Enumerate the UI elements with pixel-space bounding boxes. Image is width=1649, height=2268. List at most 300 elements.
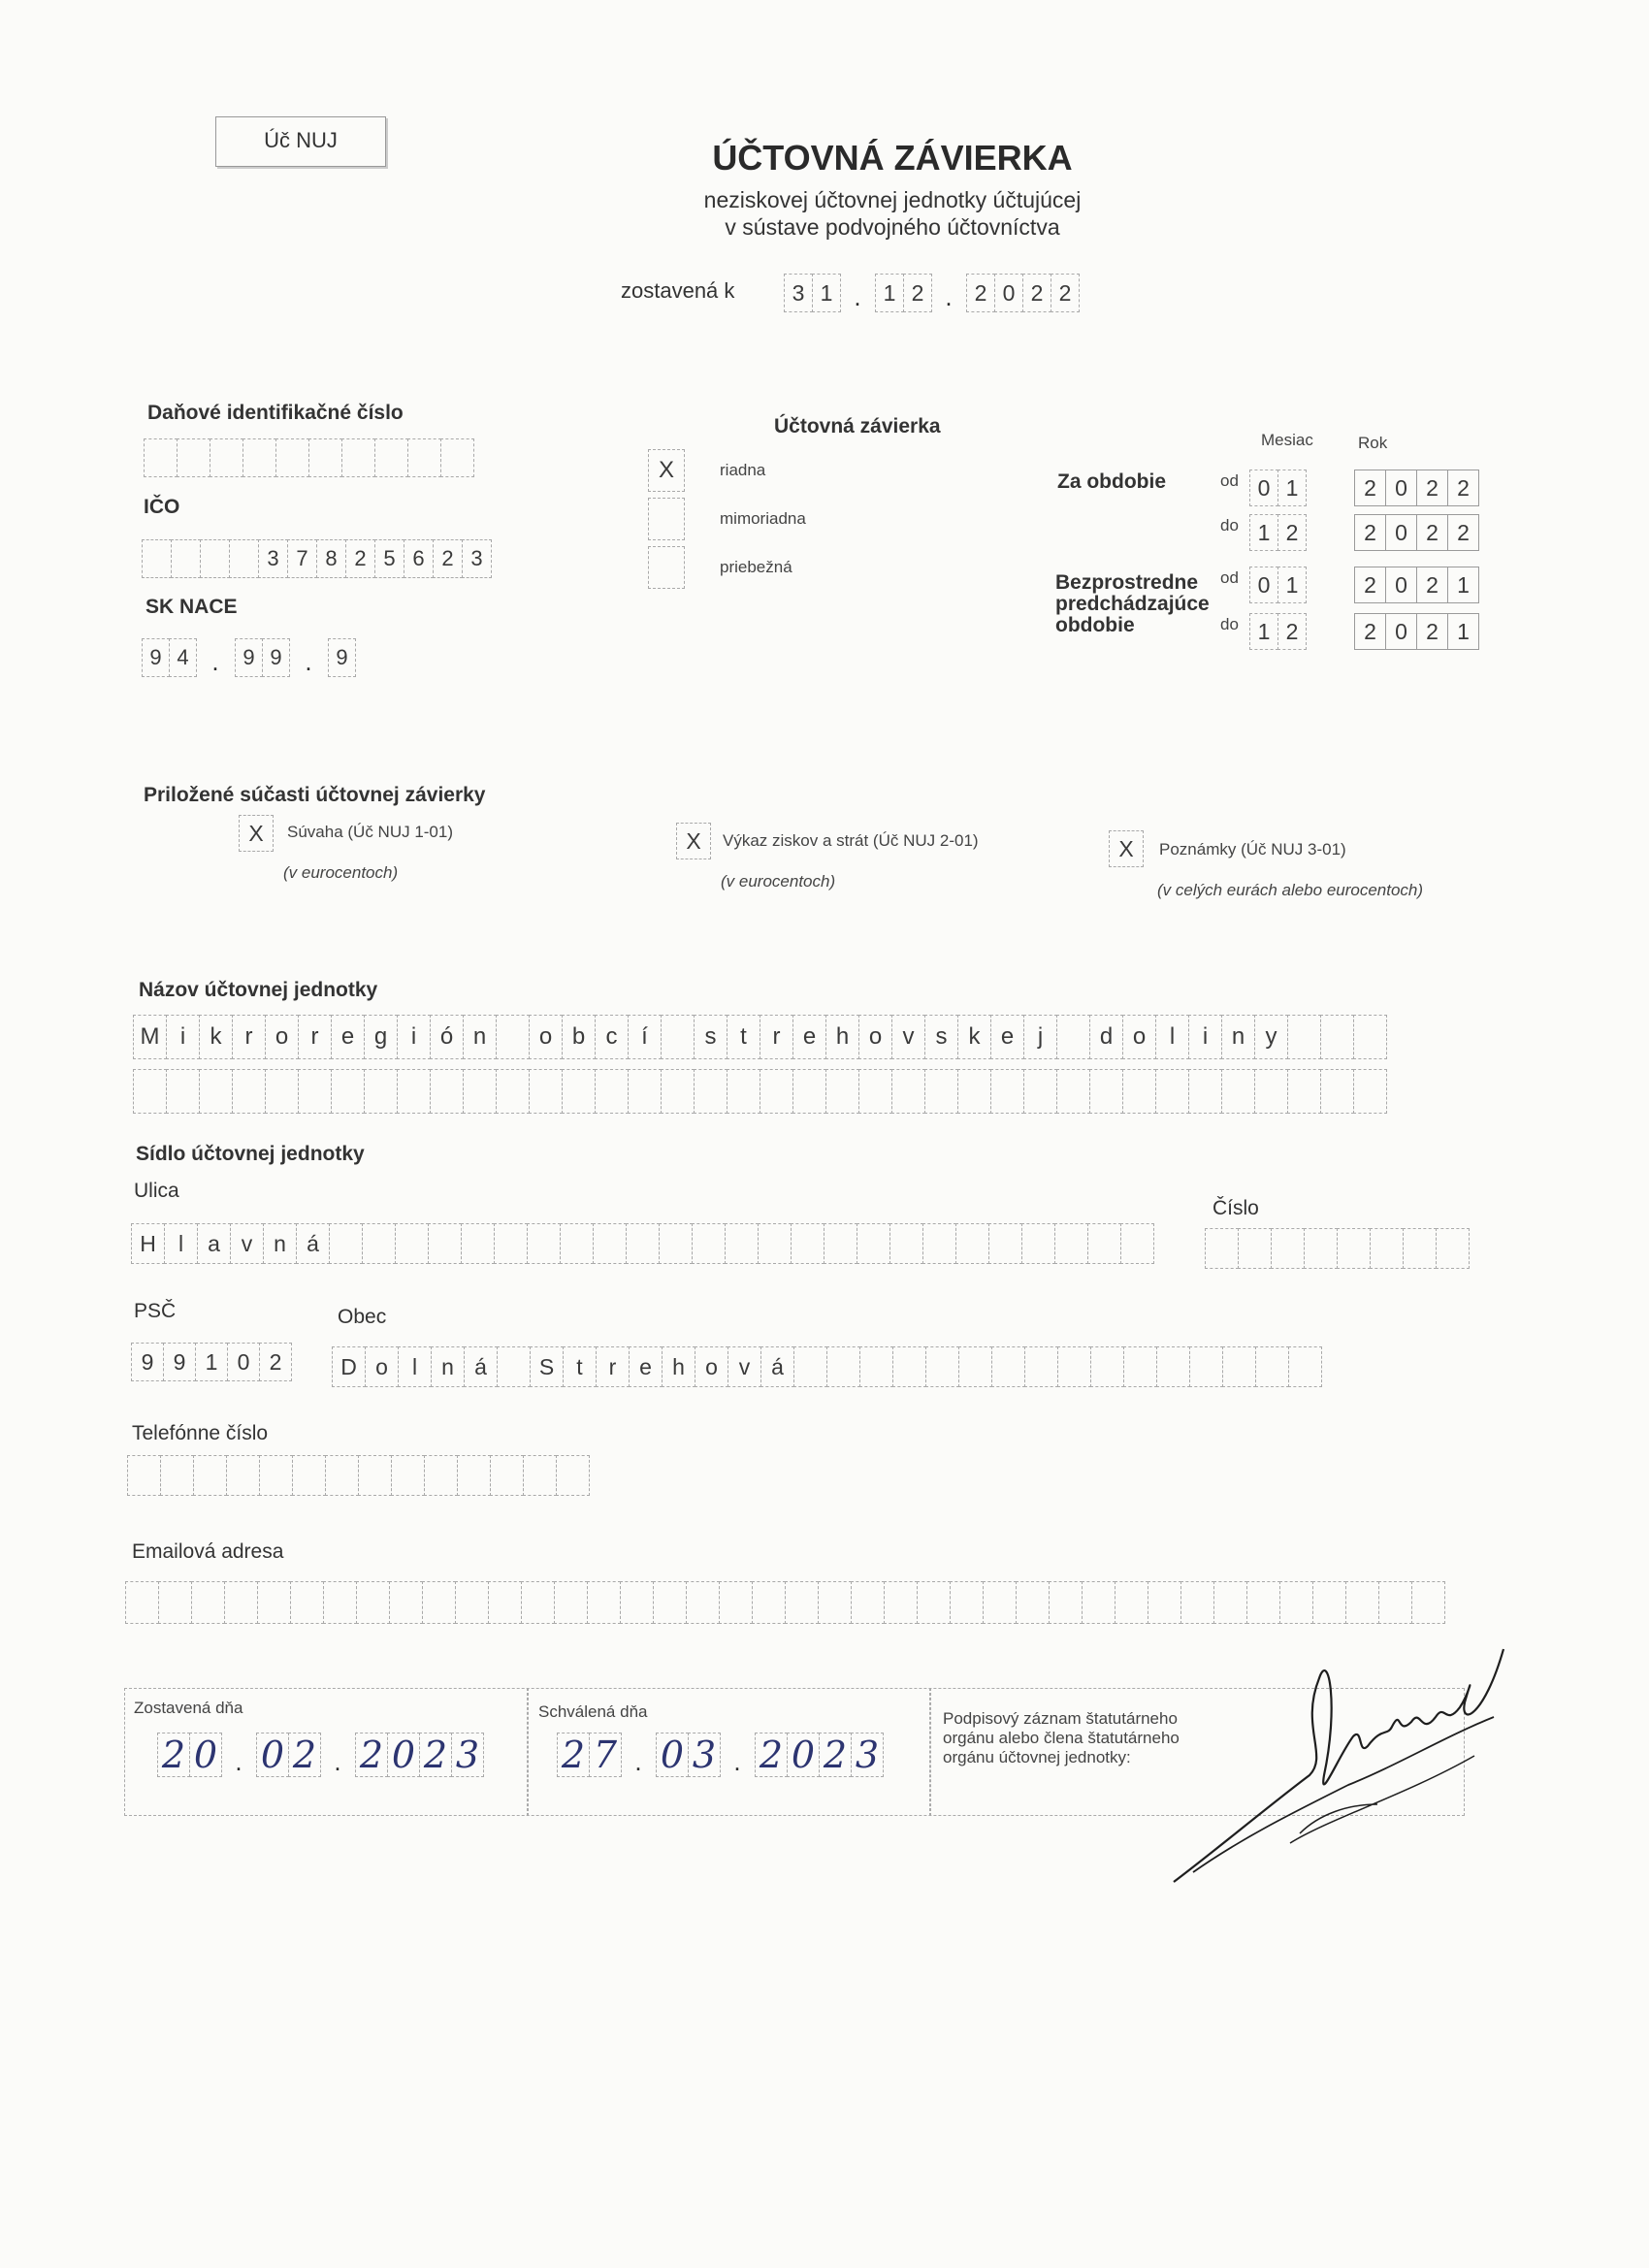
char-cell[interactable] [694,1069,728,1114]
date-cell[interactable]: 2 [755,1733,788,1777]
char-cell[interactable] [988,1223,1022,1264]
month-cell[interactable]: 0 [1249,470,1278,506]
char-cell[interactable]: v [728,1346,761,1387]
char-cell[interactable]: t [563,1346,597,1387]
closing-type-interim-label: priebežná [720,558,792,576]
char-cell[interactable] [1115,1581,1148,1624]
char-cell[interactable]: r [596,1346,630,1387]
date-cell[interactable]: 3 [451,1733,484,1777]
closing-type-checkbox-extraordinary[interactable] [648,498,685,540]
date-cell[interactable]: 0 [387,1733,420,1777]
char-cell[interactable]: l [1155,1015,1189,1059]
char-cell[interactable]: r [760,1015,793,1059]
char-cell[interactable] [1056,1069,1090,1114]
char-cell[interactable] [275,438,309,477]
char-cell[interactable] [562,1069,596,1114]
char-cell[interactable] [461,1223,495,1264]
char-cell[interactable] [1271,1228,1305,1269]
char-cell[interactable] [725,1223,759,1264]
char-cell[interactable]: n [463,1015,497,1059]
char-cell[interactable] [758,1223,792,1264]
char-cell[interactable] [950,1581,984,1624]
char-cell[interactable]: t [727,1015,760,1059]
char-cell[interactable]: 2 [345,539,375,578]
char-cell[interactable]: n [1221,1015,1255,1059]
year-cell[interactable]: 2 [1416,613,1448,650]
char-cell[interactable] [587,1581,621,1624]
char-cell[interactable] [200,539,230,578]
char-cell[interactable] [1221,1069,1255,1114]
char-cell[interactable]: o [265,1015,299,1059]
char-cell[interactable] [397,1069,431,1114]
date-cell[interactable]: 3 [784,274,813,312]
address-label: Sídlo účtovnej jednotky [136,1143,365,1165]
char-cell[interactable] [825,1069,859,1114]
char-cell[interactable] [858,1069,892,1114]
char-cell[interactable] [257,1581,291,1624]
month-cell[interactable]: 1 [1277,567,1307,603]
char-cell[interactable]: 5 [374,539,404,578]
nace-cell[interactable]: 9 [262,638,290,677]
char-cell[interactable]: e [792,1015,826,1059]
phone-field [127,1455,589,1496]
char-cell[interactable] [127,1455,161,1496]
char-cell[interactable] [1353,1015,1387,1059]
char-cell[interactable] [171,539,201,578]
date-cell[interactable]: 0 [994,274,1023,312]
char-cell[interactable]: D [332,1346,366,1387]
year-cell[interactable]: 2 [1447,514,1479,551]
char-cell[interactable] [395,1223,429,1264]
char-cell[interactable] [791,1223,824,1264]
char-cell[interactable] [760,1069,793,1114]
char-cell[interactable] [428,1223,462,1264]
char-cell[interactable]: l [164,1223,198,1264]
nace-cell[interactable]: 9 [235,638,263,677]
char-cell[interactable]: o [365,1346,399,1387]
char-cell[interactable] [889,1223,923,1264]
attachment-notes-note: (v celých eurách alebo eurocentoch) [1157,881,1424,899]
char-cell[interactable] [1255,1346,1289,1387]
char-cell[interactable] [1054,1223,1088,1264]
char-cell[interactable]: r [298,1015,332,1059]
char-cell[interactable] [160,1455,194,1496]
char-cell[interactable] [1087,1223,1121,1264]
char-cell[interactable] [133,1069,167,1114]
char-cell[interactable]: k [199,1015,233,1059]
char-cell[interactable] [991,1346,1025,1387]
date-cell[interactable]: 2 [903,274,932,312]
char-cell[interactable] [1205,1228,1239,1269]
char-cell[interactable] [1155,1069,1189,1114]
char-cell[interactable]: í [628,1015,662,1059]
char-cell[interactable] [1024,1346,1058,1387]
char-cell[interactable] [1021,1223,1055,1264]
char-cell[interactable] [341,438,375,477]
char-cell[interactable] [891,1069,925,1114]
char-cell[interactable] [1254,1069,1288,1114]
date-cell[interactable]: 7 [589,1733,622,1777]
char-cell[interactable]: e [629,1346,663,1387]
char-cell[interactable] [1057,1346,1091,1387]
approved-on-date: 2 7 . 0 3 . 2 0 2 3 [557,1733,883,1777]
char-cell[interactable] [1337,1228,1371,1269]
year-cell[interactable]: 2 [1416,514,1448,551]
char-cell[interactable]: 0 [227,1343,260,1381]
char-cell[interactable]: 3 [462,539,492,578]
char-cell[interactable] [1189,1346,1223,1387]
char-cell[interactable] [1090,1346,1124,1387]
char-cell[interactable] [686,1581,720,1624]
char-cell[interactable] [308,438,342,477]
char-cell[interactable]: h [825,1015,859,1059]
char-cell[interactable] [593,1223,627,1264]
char-cell[interactable] [824,1223,857,1264]
char-cell[interactable]: 2 [433,539,463,578]
char-cell[interactable] [1287,1015,1321,1059]
char-cell[interactable] [983,1581,1017,1624]
year-cell[interactable]: 0 [1385,470,1417,506]
char-cell[interactable] [490,1455,524,1496]
char-cell[interactable] [653,1581,687,1624]
char-cell[interactable]: H [131,1223,165,1264]
char-cell[interactable] [955,1223,989,1264]
year-cell[interactable]: 2 [1447,470,1479,506]
char-cell[interactable]: n [263,1223,297,1264]
attachment-balance-label: Súvaha (Úč NUJ 1-01) [287,823,454,841]
char-cell[interactable] [142,539,172,578]
char-cell[interactable] [125,1581,159,1624]
char-cell[interactable] [242,438,276,477]
char-cell[interactable] [818,1581,852,1624]
char-cell[interactable] [626,1223,660,1264]
char-cell[interactable] [884,1581,918,1624]
char-cell[interactable]: h [662,1346,695,1387]
attachment-notes-checkbox[interactable]: X [1109,830,1144,867]
char-cell[interactable] [1287,1069,1321,1114]
char-cell[interactable] [356,1581,390,1624]
char-cell[interactable] [457,1455,491,1496]
char-cell[interactable] [364,1069,398,1114]
char-cell[interactable]: v [230,1223,264,1264]
month-cell[interactable]: 1 [1249,514,1278,551]
char-cell[interactable] [521,1581,555,1624]
char-cell[interactable] [793,1346,827,1387]
char-cell[interactable] [199,1069,233,1114]
year-cell[interactable]: 1 [1447,613,1479,650]
char-cell[interactable] [407,438,441,477]
date-cell[interactable]: 2 [1051,274,1080,312]
char-cell[interactable] [424,1455,458,1496]
char-cell[interactable] [358,1455,392,1496]
char-cell[interactable] [1320,1069,1354,1114]
char-cell[interactable] [422,1581,456,1624]
char-cell[interactable] [1120,1223,1154,1264]
char-cell[interactable] [1056,1015,1090,1059]
char-cell[interactable]: g [364,1015,398,1059]
char-cell[interactable] [925,1346,959,1387]
number-label: Číslo [1212,1197,1259,1219]
char-cell[interactable]: k [957,1015,991,1059]
char-cell[interactable]: n [431,1346,465,1387]
char-cell[interactable]: 7 [287,539,317,578]
char-cell[interactable]: 3 [258,539,288,578]
street-label: Ulica [134,1180,179,1202]
char-cell[interactable] [826,1346,860,1387]
email-label: Emailová adresa [132,1540,284,1563]
char-cell[interactable] [1238,1228,1272,1269]
char-cell[interactable] [329,1223,363,1264]
date-cell[interactable]: 0 [787,1733,820,1777]
month-cell[interactable]: 2 [1277,514,1307,551]
char-cell[interactable] [430,1069,464,1114]
char-cell[interactable] [158,1581,192,1624]
char-cell[interactable] [1320,1015,1354,1059]
date-cell[interactable]: 2 [1022,274,1051,312]
char-cell[interactable] [191,1581,225,1624]
year-label: Rok [1358,434,1388,452]
char-cell[interactable]: 8 [316,539,346,578]
char-cell[interactable] [785,1581,819,1624]
date-cell[interactable]: 0 [656,1733,689,1777]
char-cell[interactable] [659,1223,693,1264]
char-cell[interactable] [1188,1069,1222,1114]
char-cell[interactable] [990,1069,1024,1114]
char-cell[interactable]: 6 [404,539,434,578]
char-cell[interactable] [529,1069,563,1114]
char-cell[interactable] [331,1069,365,1114]
char-cell[interactable] [554,1581,588,1624]
year-cell[interactable]: 0 [1385,567,1417,603]
signature-label-1: Podpisový záznam štatutárneho [943,1709,1178,1728]
char-cell[interactable]: ó [430,1015,464,1059]
char-cell[interactable] [292,1455,326,1496]
char-cell[interactable] [719,1581,753,1624]
char-cell[interactable] [859,1346,893,1387]
compiled-on-date: 2 0 . 0 2 . 2 0 2 3 [157,1733,483,1777]
nace-cell[interactable]: 9 [142,638,170,677]
char-cell[interactable] [298,1069,332,1114]
date-cell[interactable]: 2 [966,274,995,312]
char-cell[interactable] [325,1455,359,1496]
char-cell[interactable] [661,1069,695,1114]
year-cell[interactable]: 0 [1385,613,1417,650]
date-cell[interactable]: 2 [355,1733,388,1777]
char-cell[interactable] [193,1455,227,1496]
char-cell[interactable]: a [197,1223,231,1264]
char-cell[interactable] [957,1069,991,1114]
char-cell[interactable] [1353,1069,1387,1114]
closing-type-checkbox-regular[interactable]: X [648,449,685,492]
attachment-income-checkbox[interactable]: X [676,823,711,859]
month-cell[interactable]: 1 [1277,470,1307,506]
char-cell[interactable] [727,1069,760,1114]
date-cell[interactable]: 3 [688,1733,721,1777]
char-cell[interactable] [224,1581,258,1624]
char-cell[interactable] [958,1346,992,1387]
char-cell[interactable]: o [529,1015,563,1059]
char-cell[interactable]: j [1023,1015,1057,1059]
char-cell[interactable]: v [891,1015,925,1059]
char-cell[interactable] [232,1069,266,1114]
char-cell[interactable] [210,438,243,477]
char-cell[interactable] [496,1015,530,1059]
month-cell[interactable]: 1 [1249,613,1278,650]
char-cell[interactable] [924,1069,958,1114]
compiled-as-of-label: zostavená k [621,278,735,303]
date-cell[interactable]: 1 [875,274,904,312]
char-cell[interactable] [177,438,210,477]
char-cell[interactable]: o [1122,1015,1156,1059]
char-cell[interactable] [1370,1228,1404,1269]
year-cell[interactable]: 2 [1354,470,1386,506]
char-cell[interactable]: d [1089,1015,1123,1059]
char-cell[interactable] [917,1581,951,1624]
attachment-balance-checkbox[interactable]: X [239,815,274,852]
char-cell[interactable] [1288,1346,1322,1387]
char-cell[interactable]: l [398,1346,432,1387]
char-cell[interactable]: 9 [163,1343,196,1381]
char-cell[interactable]: i [1188,1015,1222,1059]
date-cell[interactable]: 3 [851,1733,884,1777]
period-month [1249,514,1306,551]
char-cell[interactable]: 9 [131,1343,164,1381]
char-cell[interactable] [523,1455,557,1496]
char-cell[interactable]: b [562,1015,596,1059]
date-cell[interactable]: 2 [819,1733,852,1777]
char-cell[interactable] [323,1581,357,1624]
char-cell[interactable] [362,1223,396,1264]
char-cell[interactable] [628,1069,662,1114]
date-cell[interactable]: 2 [157,1733,190,1777]
char-cell[interactable] [226,1455,260,1496]
char-cell[interactable]: á [760,1346,794,1387]
nace-cell[interactable]: 4 [169,638,197,677]
char-cell[interactable] [922,1223,956,1264]
char-cell[interactable] [1403,1228,1437,1269]
char-cell[interactable] [527,1223,561,1264]
char-cell[interactable] [389,1581,423,1624]
char-cell[interactable] [1089,1069,1123,1114]
char-cell[interactable]: o [858,1015,892,1059]
char-cell[interactable] [259,1455,293,1496]
char-cell[interactable] [1122,1069,1156,1114]
attachment-income-label: Výkaz ziskov a strát (Úč NUJ 2-01) [723,831,979,850]
year-cell[interactable]: 2 [1416,470,1448,506]
month-cell[interactable]: 0 [1249,567,1278,603]
char-cell[interactable] [144,438,178,477]
char-cell[interactable] [1436,1228,1470,1269]
year-cell[interactable]: 2 [1354,514,1386,551]
date-cell[interactable]: 0 [256,1733,289,1777]
char-cell[interactable] [374,438,408,477]
char-cell[interactable]: S [530,1346,564,1387]
char-cell[interactable] [229,539,259,578]
closing-type-checkbox-interim[interactable] [648,546,685,589]
char-cell[interactable]: M [133,1015,167,1059]
char-cell[interactable]: c [595,1015,629,1059]
dic-field [144,438,473,477]
char-cell[interactable] [455,1581,489,1624]
char-cell[interactable]: r [232,1015,266,1059]
char-cell[interactable]: o [695,1346,728,1387]
signature-label-2: orgánu alebo člena štatutárneho [943,1729,1180,1747]
year-cell[interactable]: 0 [1385,514,1417,551]
char-cell[interactable] [752,1581,786,1624]
char-cell[interactable] [692,1223,726,1264]
char-cell[interactable] [595,1069,629,1114]
char-cell[interactable]: 2 [259,1343,292,1381]
char-cell[interactable] [892,1346,926,1387]
char-cell[interactable] [620,1581,654,1624]
year-cell[interactable]: 1 [1447,567,1479,603]
char-cell[interactable] [1156,1346,1190,1387]
date-cell[interactable]: 2 [419,1733,452,1777]
char-cell[interactable]: s [924,1015,958,1059]
date-cell[interactable]: 2 [288,1733,321,1777]
year-cell[interactable]: 2 [1416,567,1448,603]
date-cell[interactable]: 0 [189,1733,222,1777]
char-cell[interactable]: á [296,1223,330,1264]
year-cell[interactable]: 2 [1354,567,1386,603]
char-cell[interactable] [497,1346,531,1387]
char-cell[interactable] [1082,1581,1116,1624]
char-cell[interactable] [792,1069,826,1114]
date-cell[interactable]: 1 [812,274,841,312]
month-cell[interactable]: 2 [1277,613,1307,650]
char-cell[interactable] [391,1455,425,1496]
char-cell[interactable] [1222,1346,1256,1387]
char-cell[interactable] [166,1069,200,1114]
char-cell[interactable]: e [331,1015,365,1059]
char-cell[interactable] [440,438,474,477]
subtitle-1: neziskovej účtovnej jednotky účtujúcej [703,187,1082,212]
year-cell[interactable]: 2 [1354,613,1386,650]
char-cell[interactable] [1123,1346,1157,1387]
char-cell[interactable] [488,1581,522,1624]
ico-label: IČO [144,496,180,518]
period-month [1249,567,1306,603]
char-cell[interactable]: y [1254,1015,1288,1059]
char-cell[interactable] [496,1069,530,1114]
char-cell[interactable]: i [166,1015,200,1059]
char-cell[interactable]: i [397,1015,431,1059]
char-cell[interactable]: á [464,1346,498,1387]
char-cell[interactable] [857,1223,890,1264]
previous-period-label-3: obdobie [1055,614,1135,636]
char-cell[interactable]: s [694,1015,728,1059]
char-cell[interactable] [556,1455,590,1496]
period-year [1354,567,1478,603]
char-cell[interactable] [1016,1581,1050,1624]
char-cell[interactable] [290,1581,324,1624]
date-cell[interactable]: 2 [557,1733,590,1777]
char-cell[interactable] [1049,1581,1083,1624]
char-cell[interactable] [463,1069,497,1114]
char-cell[interactable] [494,1223,528,1264]
number-field [1205,1228,1469,1269]
char-cell[interactable] [265,1069,299,1114]
char-cell[interactable]: e [990,1015,1024,1059]
char-cell[interactable]: 1 [195,1343,228,1381]
char-cell[interactable] [661,1015,695,1059]
char-cell[interactable] [560,1223,594,1264]
char-cell[interactable] [1023,1069,1057,1114]
nace-cell[interactable]: 9 [328,638,356,677]
char-cell[interactable] [851,1581,885,1624]
period-prefix: od [1220,471,1239,490]
char-cell[interactable] [1304,1228,1338,1269]
